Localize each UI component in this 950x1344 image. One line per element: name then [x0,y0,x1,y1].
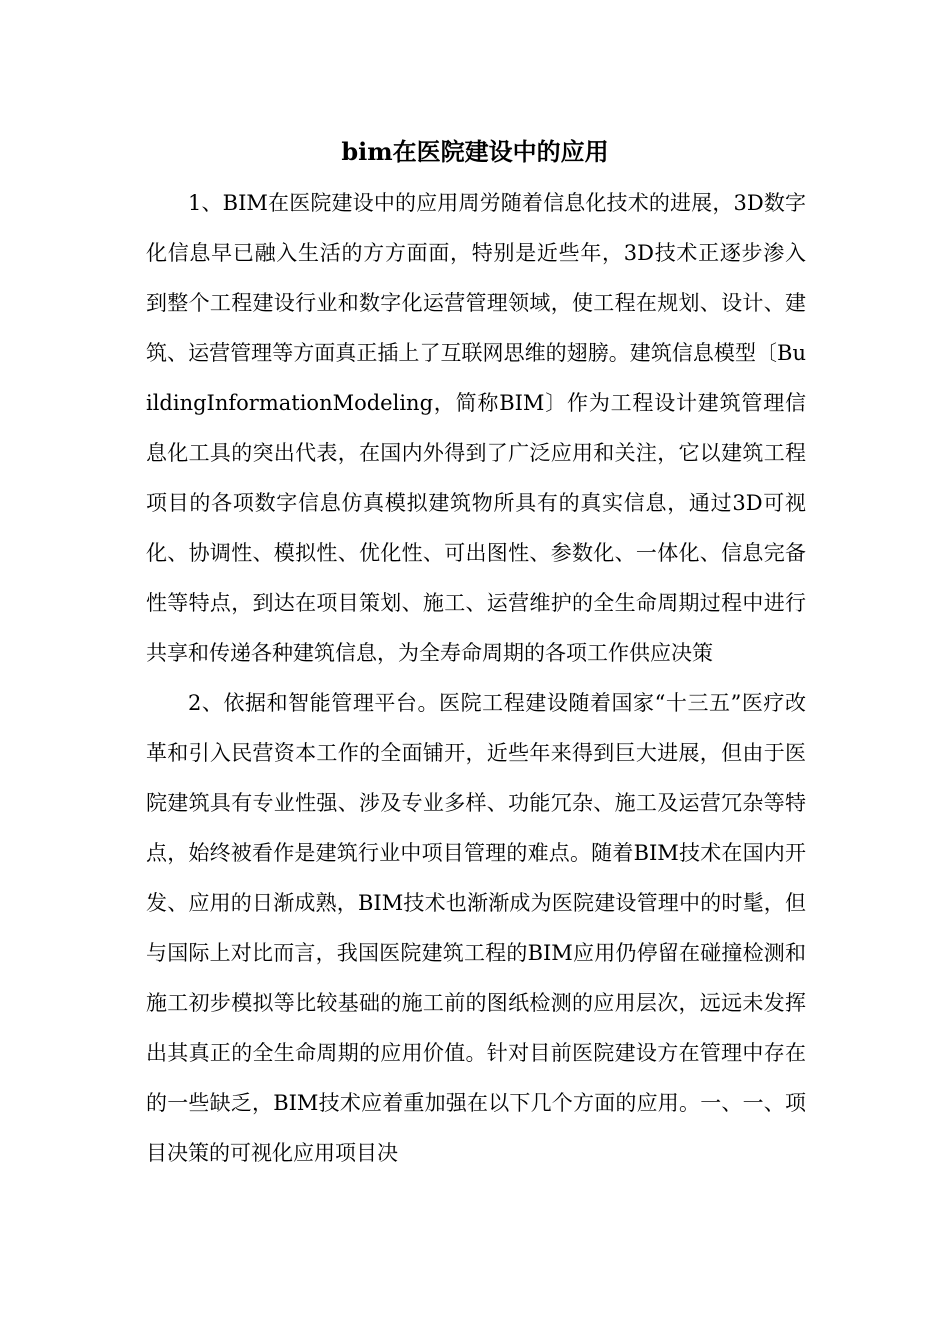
paragraph-1: 1、BIM在医院建设中的应用周労随着信息化技术的进展，3D数字化信息早已融入生活的方方面面，特别是近些年，3D技术正逐步渗入到整个工程建设行业和数字化运营管理领域，使工程在规划、设计、建筑、运营管理等方面真正插上了互联网思维的翅膀。建筑信息模型〔BuildingInformationModeling，简称BIM〕作为工程设计建筑管理信息化工具的突出代表，在国内外得到了广泛应用和关注，它以建筑工程项目的各项数字信息仿真模拟建筑物所具有的真实信息，通过3D可视化、协调性、模拟性、优化性、可出图性、参数化、一体化、信息完备性等特点，到达在项目策划、施工、运营维护的全生命周期过程中进行共享和传递各种建筑信息，为全寿命周期的各项工作供应决策 [146,191,806,665]
document-body [146,178,806,1178]
document-title: bim在医院建设中的应用 [341,137,609,166]
paragraph-2: 2、依据和智能管理平台。医院工程建设随着国家“十三五”医疗改革和引入民营资本工作的全面铺开，近些年来得到巨大进展，但由于医院建筑具有专业性强、涉及专业多样、功能冗杂、施工及运营冗杂等特点，始终被看作是建筑行业中项目管理的难点。随着BIM技术在国内开发、应用的日渐成熟，BIM技术也渐渐成为医院建设管理中的时髦，但与国际上对比而言，我国医院建筑工程的BIM应用仍停留在碰撞检测和施工初步模拟等比较基础的施工前的图纸检测的应用层次，远远未发挥出其真正的全生命周期的应用价值。针对目前医院建设方在管理中存在的一些缺乏，BIM技术应着重加强在以下几个方面的应用。一、一、项目决策的可视化应用项目决 [146,691,806,1165]
